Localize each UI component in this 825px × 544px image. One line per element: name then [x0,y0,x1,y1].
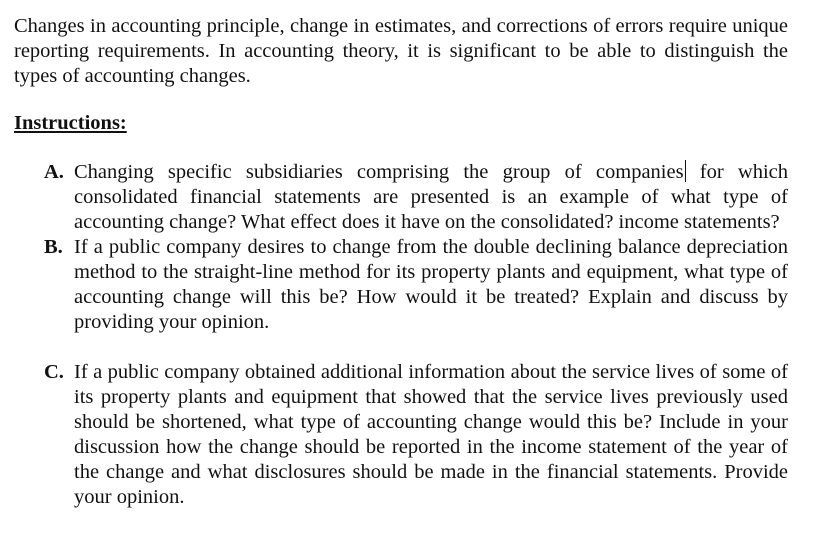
document-page [14,14,788,510]
question-a-text-end: for which consolidated financial statements are presented is an example of what type of accounting change? What effect does it have on the consolidated? income statements? [74,161,788,233]
question-a-marker: A. [44,161,64,183]
question-a-text-start: Changing specific subsidiaries comprising the group of companies [74,161,684,183]
question-c-text: If a public company obtained additional information about the service lives of some of its property plants and equipment that showed that the service lives previously used should be shortened, what type of accounting change would this be? Include in your discussion how the change should be reported in the income statement of the year of the change and what disclosures should be made in the financial statements. Provide your opinion. [74,361,788,508]
questions-list [14,160,788,510]
question-a [14,160,788,235]
question-b [14,235,788,335]
question-c-marker: C. [44,361,64,383]
question-c [14,360,788,510]
intro-paragraph: Changes in accounting principle, change in estimates, and corrections of errors require unique reporting requirements. In accounting theory, it is significant to be able to distinguish the types of accounting changes. [14,15,788,87]
question-b-text: If a public company desires to change from the double declining balance depreciation method to the straight-line method for its property plants and equipment, what type of accounting change will this be? How would it be treated? Explain and discuss by providing your opinion. [74,236,788,333]
instructions-heading: Instructions: [14,112,127,134]
question-b-marker: B. [44,236,63,258]
